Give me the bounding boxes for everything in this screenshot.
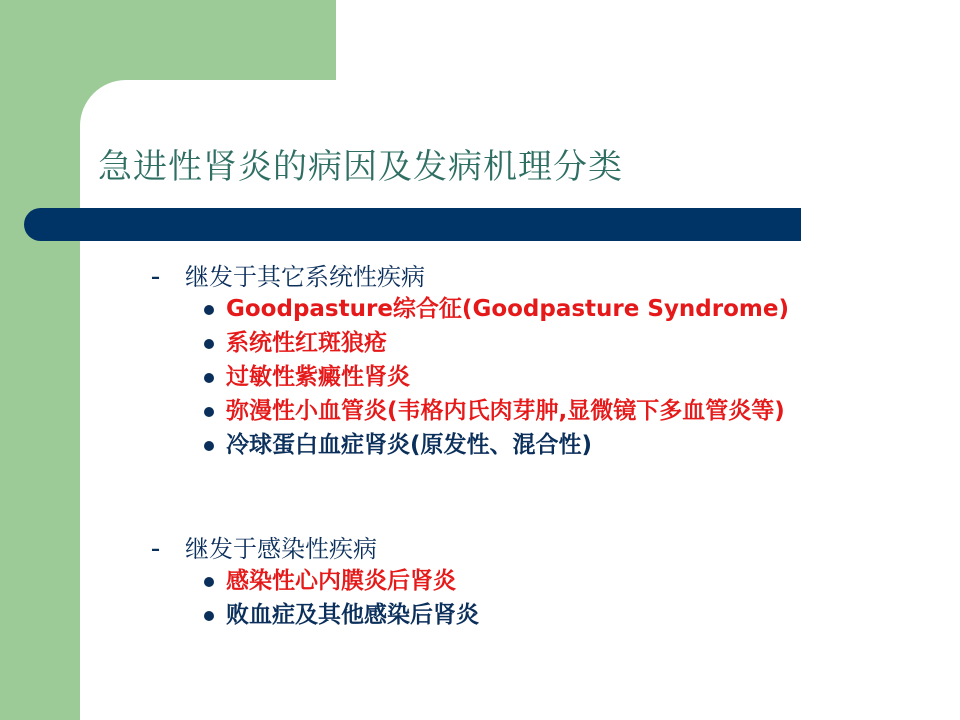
section-heading-text: 继发于感染性疾病 <box>185 535 377 563</box>
dash-marker: – <box>151 267 160 288</box>
bullet-icon <box>204 407 214 417</box>
section-heading-text: 继发于其它系统性疾病 <box>185 263 425 291</box>
list-item-endocarditis-nephritis <box>0 566 846 600</box>
list-item-text: Goodpasture综合征(Goodpasture Syndrome) <box>226 296 789 322</box>
section-heading <box>0 534 960 566</box>
list-item-purpura-nephritis <box>0 362 846 396</box>
list-item-sepsis-nephritis <box>0 600 846 634</box>
section-systemic-diseases <box>0 262 960 464</box>
list-item-cryoglobulinemia <box>0 430 846 464</box>
bullet-icon <box>204 373 214 383</box>
list-item-lupus <box>0 328 846 362</box>
list-item-text: 败血症及其他感染后肾炎 <box>226 602 479 628</box>
title-underline-bar <box>24 208 801 241</box>
list-item-text: 冷球蛋白血症肾炎(原发性、混合性) <box>226 432 593 458</box>
dash-marker: – <box>151 539 160 560</box>
section-infectious-diseases <box>0 534 960 634</box>
list-item-text: 系统性红斑狼疮 <box>226 330 387 356</box>
section-heading <box>0 262 960 294</box>
list-item-text: 弥漫性小血管炎(韦格内氏肉芽肿,显微镜下多血管炎等) <box>226 398 785 424</box>
list-item-goodpasture <box>0 294 846 328</box>
list-item-text: 过敏性紫癜性肾炎 <box>226 364 410 390</box>
bullet-icon <box>204 339 214 349</box>
bullet-icon <box>204 441 214 451</box>
slide-title: 急进性肾炎的病因及发病机理分类 <box>98 147 623 187</box>
list-item-text: 感染性心内膜炎后肾炎 <box>226 568 456 594</box>
infectious-disease-list <box>0 566 960 634</box>
bullet-icon <box>204 305 214 315</box>
list-item-small-vessel-vasculitis <box>0 396 846 430</box>
bullet-icon <box>204 577 214 587</box>
bullet-icon <box>204 611 214 621</box>
systemic-disease-list <box>0 294 960 464</box>
